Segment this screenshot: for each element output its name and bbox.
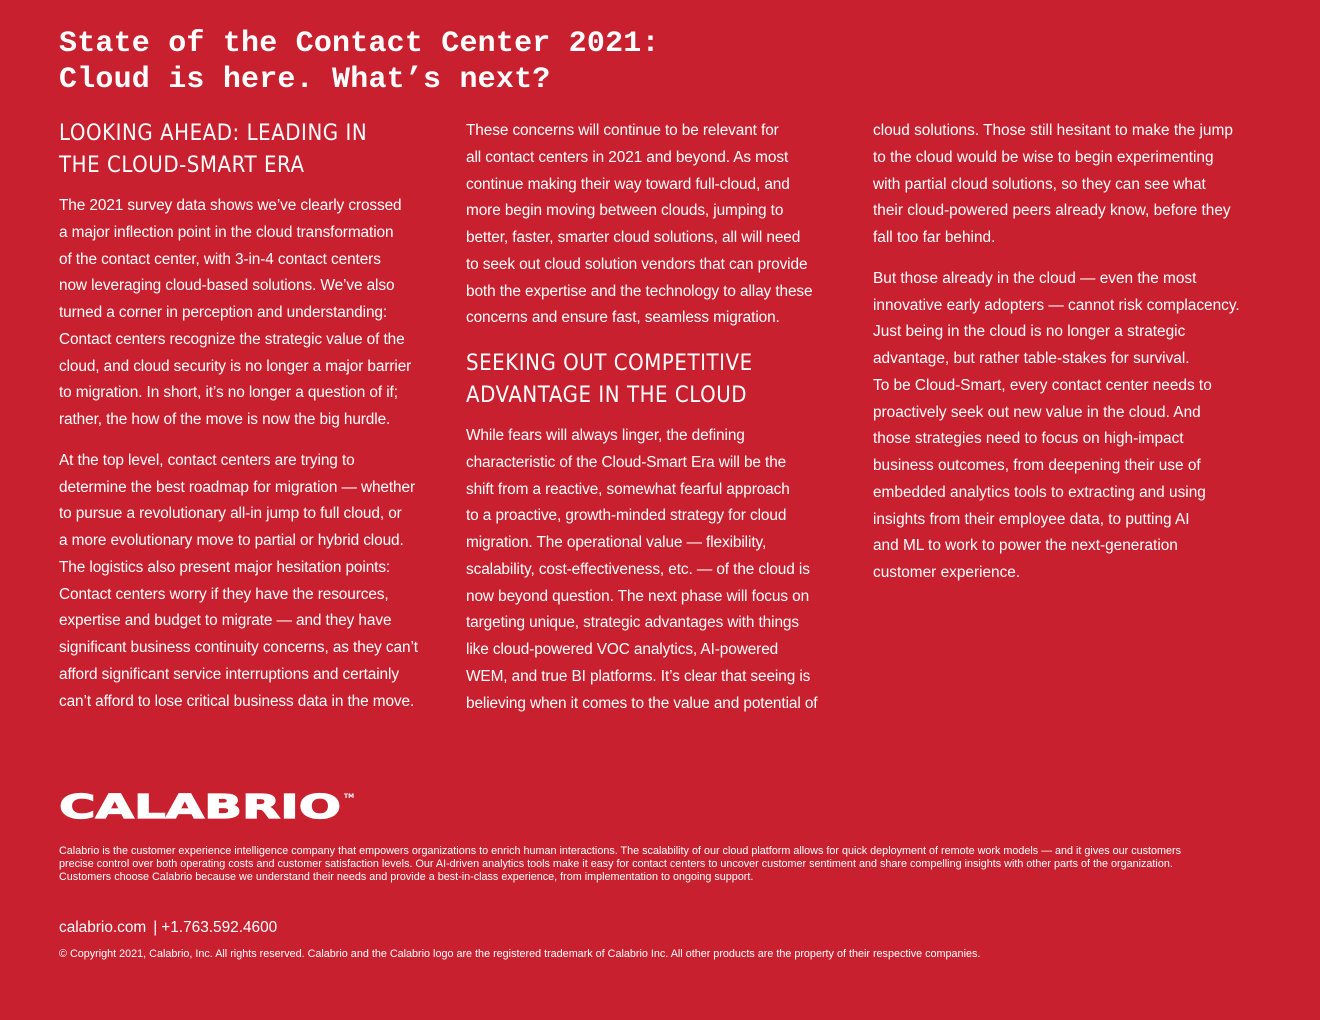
paragraph-fears: While fears will always linger, the defining characteristic of the Cloud-Smart Era will be the shift from a reactive, somewhat fearful approach to a proactive, growth-minded strategy for cloud migration. The operational value — flexibility, scalability, cost-effectiveness, etc. — of the cloud is now beyond question. The next phase will focus on targeting unique, strategic advantages with things like cloud-powered VOC analytics, AI-powered WEM, and true BI platforms. It’s clear that seeing is believing when it comes to the value and potential of — [466, 427, 818, 712]
paragraph-cloud-smart: But those already in the cloud — even the most innovative early adopters — cannot risk complacency. Just being in the cloud is no longer a strategic advantage, but rather table-stakes for survival. To be Cloud-Smart, every contact center needs to proactively seek out new value in the cloud. And those strategies need to focus on high-impact business outcomes, from deepening their use of embedded analytics tools to extracting and using insights from their employee data, to putting AI and ML to work to power the next-generation customer experience. — [873, 269, 1240, 581]
phone-number: +1.763.592.4600 — [161, 919, 278, 936]
column-3 — [873, 118, 1265, 601]
section-heading-looking-ahead: LOOKING AHEAD: LEADING IN THE CLOUD-SMART ERA — [59, 121, 368, 178]
paragraph-roadmap: At the top level, contact centers are trying to determine the best roadmap for migration — whether to pursue a revolutionary all-in jump to full cloud, or a more evolutionary move to partial or hybrid cloud. The logistics also present major hesitation points: Contact centers worry if they have the resources, expertise and budget to migrate — and they have significant business continuity concerns, as they can’t afford significant service interruptions and certainly can’t afford to lose critical business data in the move. — [59, 451, 418, 710]
title-line: State of the Contact Center 2021: — [59, 27, 660, 61]
logo-trademark: TM — [344, 793, 355, 800]
company-description: Calabrio is the customer experience intelligence company that empowers organizations to enrich human interactions. The scalability of our cloud platform allows for quick deployment of remote work models — and it gives our customers precise control over both operating costs and customer satisfaction levels. Our AI-driven analytics tools make it easy for contact centers to uncover customer sentiment and share compelling insights with other parts of the organization. Customers choose Calabrio because we understand their needs and provide a best-in-class experience, from implementation to ongoing support. — [59, 845, 1182, 883]
title-line: Cloud is here. What’s next? — [59, 63, 551, 97]
column-1 — [59, 118, 451, 729]
contact-line — [59, 918, 277, 938]
logo-wordmark: CALABRIO — [59, 789, 341, 823]
page-title — [59, 26, 660, 98]
paragraph-survey-data: The 2021 survey data shows we’ve clearly crossed a major inflection point in the cloud transformation of the contact center, with 3-in-4 contact centers now leveraging cloud-based solutions. We’ve also turned a corner in perception and understanding: Contact centers recognize the strategic value of the cloud, and cloud security is no longer a major barrier to migration. In short, it’s no longer a question of if; rather, the how of the move is now the big hurdle. — [59, 197, 412, 428]
calabrio-logo — [59, 789, 359, 823]
paragraph-hesitant: cloud solutions. Those still hesitant to make the jump to the cloud would be wise to begin experimenting with partial cloud solutions, so they can see what their cloud-powered peers already know, before they fall too far behind. — [873, 122, 1233, 246]
contact-separator: | — [153, 919, 158, 936]
website-link[interactable]: calabrio.com — [59, 919, 147, 936]
column-2 — [466, 118, 851, 731]
copyright-notice: © Copyright 2021, Calabrio, Inc. All rights reserved. Calabrio and the Calabrio logo are the registered trademark of Calabrio Inc. All other products are the property of their respective companies. — [59, 948, 981, 960]
section-heading-competitive-advantage: SEEKING OUT COMPETITIVE ADVANTAGE IN THE CLOUD — [466, 351, 753, 408]
paragraph-concerns: These concerns will continue to be relevant for all contact centers in 2021 and beyond. As most continue making their way toward full-cloud, and more begin moving between clouds, jumping to better, faster, smarter cloud solutions, all will need to seek out cloud solution vendors that can provide both the expertise and the technology to allay these concerns and ensure fast, seamless migration. — [466, 122, 813, 327]
